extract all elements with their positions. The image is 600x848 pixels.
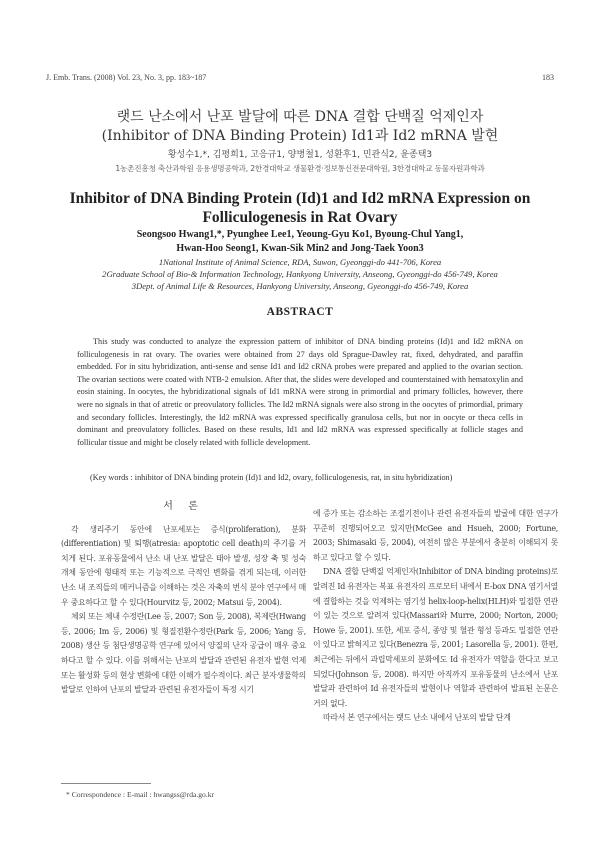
affiliation-1: 1National Institute of Animal Science, RDA, Suwon, Gyeonggi-do 441-706, Korea <box>158 257 442 267</box>
page-number: 183 <box>542 73 554 82</box>
korean-title-line-2: (Inhibitor of DNA Binding Protein) Id1과 Id2 mRNA 발현 <box>101 128 499 144</box>
right-paragraph-1: 에 증가 또는 감소하는 조절기전이나 관련 유전자들의 발굴에 대한 연구가 꾸준히 진행되어오고 있지만(McGee and Hsueh, 2000; Fortune, 2003; Shimasaki 등, 2004), 여전히 많은 부분에서 충분히 이해되지 못하고 있다고 할 수 있다. <box>313 509 558 562</box>
korean-authors: 황성수1,*, 김평희1, 고응규1, 양병철1, 성환후1, 민관식2, 윤종택3 <box>167 150 433 160</box>
journal-citation: J. Emb. Trans. (2008) Vol. 23, No. 3, pp. 183~187 <box>46 73 207 82</box>
affiliation-2: 2Graduate School of Bio-& Information Technology, Hankyong University, Anseong, Gyeonggi-do 456-749, Korea <box>102 269 498 279</box>
right-column <box>313 507 558 726</box>
abstract-heading: ABSTRACT <box>266 306 334 318</box>
english-authors <box>40 228 560 256</box>
english-title-line-2: Folliculogenesis in Rat Ovary <box>202 209 398 226</box>
keywords: (Key words : inhibitor of DNA binding protein (Id)1 and Id2, ovary, folliculogenesis, rat, in situ hybridization) <box>90 473 453 482</box>
english-authors-line-2: Hwan-Hoo Seong1, Kwan-Sik Min2 and Jong-Taek Yoon3 <box>176 243 424 254</box>
right-paragraph-2: DNA 결합 단백질 억제인자(Inhibitor of DNA binding proteins)로 알려진 Id 유전자는 복표 유전자의 프로모터 내에서 E-box DNA 염기서열에 결합하는 것을 억제하는 염기성 helix-loop-helix(HLH)와 밀접한 연관이 있는 것으로 알려져 있다(Massari와 Murre, 2000; Norton, 2000; Howe 등, 2001). 또한, 세포 증식, 종양 및 혈관 형성 등과도 밀접한 연관이 있다고 밝혀지고 있다(Benezra 등, 2001; Lasorella 등, 2001). 한편, 최근에는 뒤에서 과립막세포의 분화에도 Id 유전자가 역할을 한다고 보고되었다(Johnson 등, 2008). 하지만 아직까지 포유동물의 난소에서 난포 발달과 관련하여 Id 유전자들의 발현이나 역할과 관련하여 발표된 논문은 거의 없다. <box>313 567 558 708</box>
korean-title <box>40 108 560 146</box>
english-title <box>40 189 560 227</box>
english-authors-line-1: Seongsoo Hwang1,*, Pyunghee Lee1, Yeoung-Gyu Ko1, Byoung-Chul Yang1, <box>136 229 464 240</box>
introduction-heading: 서 론 <box>163 501 204 512</box>
english-affiliations <box>40 256 560 292</box>
affiliation-3: 3Dept. of Animal Life & Resources, Hankyong University, Anseong, Gyeonggi-do 456-749, Korea <box>131 281 469 291</box>
left-column <box>61 500 306 698</box>
correspondence-footnote: * Correspondence : E-mail : hwangss@rda.go.kr <box>66 790 215 799</box>
korean-title-line-1: 랫드 난소에서 난포 발달에 따른 DNA 결합 단백질 억제인자 <box>116 109 484 125</box>
footnote-divider <box>61 783 151 784</box>
left-paragraph-1: 각 생리주기 동안에 난포세포는 증식(proliferation), 분화(differentiation) 및 퇴행(atresia: apoptotic cell death)의 주기를 거치게 된다. 포유동물에서 난소 내 난포 발달은 태아 발생, 성장 축 및 성숙 개체 동안에 형태적 또는 기능적으로 극적인 변화를 겪게 되는데, 이러한 난소 내 조직들의 메커니즘을 이해하는 것은 자축의 번식 분야 연구에서 매우 중요하다고 할 수 있다(Hourvitz 등, 2002; Matsui 등, 2004). <box>61 524 306 607</box>
abstract-body: This study was conducted to analyze the expression pattern of inhibitor of DNA binding proteins (Id)1 and Id2 mRNA on folliculogenesis in rat ovary. The ovaries were obtained from 27 days old Sprague-Dawley rat, fixed, dehydrated, and paraffin embedded. For in situ hybridization, anti-sense and sense Id1 and Id2 cRNA probes were prepared and applied to the ovarian section. The ovarian sections were coated with NTB-2 emulsion. After that, the slides were developed and counterstained with hematoxylin and eosin staining. In oocytes, the hybridizational signals of Id1 mRNA were strong in primordial and primary follicles, however, there were no signals in that of atretic or preovulatory follicles. The Id2 mRNA signals were also strong in the oocytes of primordial, primary and secondary follicles. Interestingly, the Id2 mRNA was expressed specifically granulosa cells, but nor in oocyte or theca cells in dominant and preovulatory follicles. Based on these results, Id1 and Id2 mRNA was expressed specifically at follicle stages and follicular tissue and might be closely related with follicle development. <box>77 337 523 447</box>
korean-affiliations: 1농촌진흥청 축산과학원 응용생명공학과, 2한경대학교 생물환경·정보통신전문대학원, 3한경대학교 동물자원과학과 <box>115 164 485 173</box>
english-title-line-1: Inhibitor of DNA Binding Protein (Id)1 and Id2 mRNA Expression on <box>69 190 531 207</box>
running-head <box>46 73 554 85</box>
right-paragraph-3: 따라서 본 연구에서는 랫드 난소 내에서 난포의 발달 단계 <box>323 713 511 723</box>
left-paragraph-2: 체외 또는 체내 수정란(Lee 등, 2007; Son 등, 2008), 복제란(Hwang 등, 2006; Im 등, 2006) 및 형질전환수정란(Park 등, 2006; Yang 등, 2008) 생산 등 첨단생명공학 연구에 있어서 양질의 난자 공급이 매우 중요하다고 할 수 있다. 이를 위해서는 난포의 발달과 관련된 유전자 발현 억제 또는 활성화 등의 현상 변화에 대한 이해가 필수적이다. 최근 분자생물학의 발달로 인하여 난포의 발달과 관련된 유전자들이 특정 시기 <box>61 612 306 695</box>
